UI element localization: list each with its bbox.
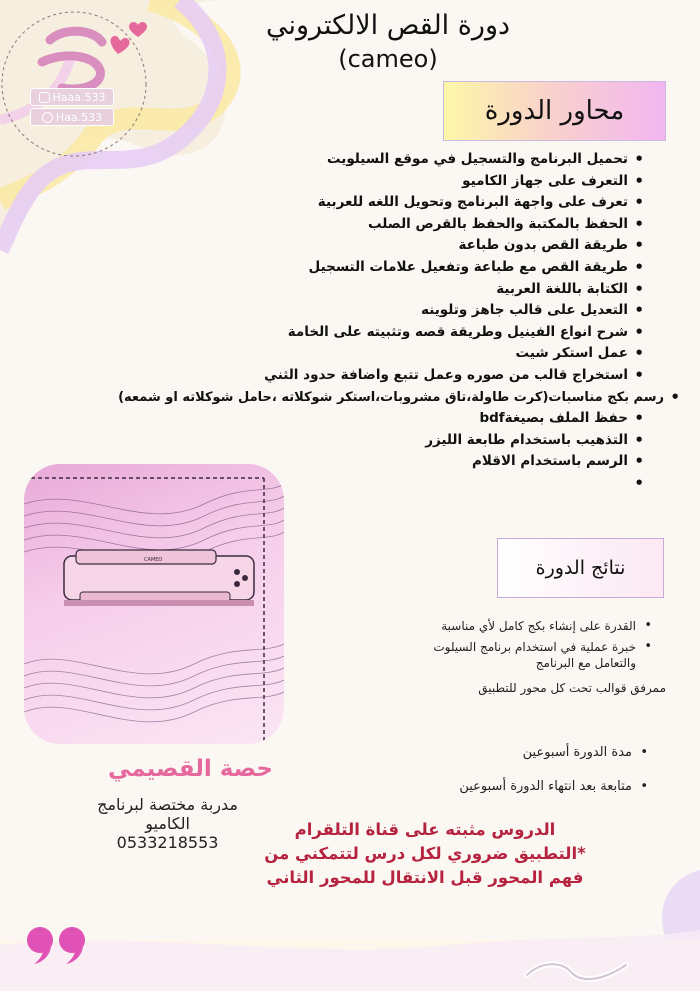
- topics-list: [118, 149, 664, 495]
- quote-icon: [24, 924, 94, 964]
- topics-ul: [118, 149, 664, 495]
- details-list: [459, 744, 648, 796]
- topic-item: • الرسم باستخدام الاقلام: [118, 451, 644, 473]
- course-title-line2: (cameo): [338, 45, 438, 73]
- details-ul: [459, 744, 648, 796]
- trainer-role-line2: الكاميو: [145, 814, 190, 833]
- topic-item: • الكتابة باللغة العربية: [118, 279, 644, 301]
- snapchat-icon: [42, 112, 53, 123]
- topic-item: • رسم بكج مناسبات(كرت طاولة،تاق مشروبات،استكر شوكلاته ،حامل شوكلاته او شمعه): [118, 387, 680, 409]
- topics-heading: محاور الدورة: [443, 81, 666, 141]
- heart-icon: [129, 22, 147, 38]
- notice-line3: فهم المحور قبل الانتقال للمحور الثاني: [266, 868, 584, 887]
- social-handle-1[interactable]: Haaa.533: [30, 88, 114, 106]
- results-heading: نتائج الدورة: [497, 538, 664, 598]
- watermark-logo: [522, 955, 632, 985]
- trainer-phone[interactable]: 0533218553: [116, 833, 219, 852]
- topic-item: • شرح انواع الفينيل وطريقة قصه وتثبيته على الخامة: [118, 322, 644, 344]
- topic-item: • طريقة القص بدون طباعة: [118, 235, 644, 257]
- trainer-name: حصة القصيمي: [107, 756, 273, 782]
- results-item: • خبرة عملية في استخدام برنامج السيلوت والتعامل مع البرنامج: [402, 639, 652, 671]
- notice-line1: الدروس مثبته على قناة التلقرام: [294, 820, 556, 839]
- topic-item: • تحميل البرنامج والتسجيل في موقع السيلويت: [118, 149, 644, 171]
- results-ul: [402, 618, 652, 671]
- topic-item: • استخراج قالب من صوره وعمل تتبع واضافة حدود الثني: [118, 365, 644, 387]
- topic-item: • التذهيب باستخدام طابعة الليزر: [118, 430, 644, 452]
- trainer-role-line1: مدربة مختصة لبرنامج: [97, 795, 238, 814]
- course-title: [266, 8, 510, 74]
- topic-item: • عمل استكر شيت: [118, 343, 644, 365]
- device-label: CAMEO: [144, 557, 163, 563]
- results-item: • القدرة على إنشاء بكج كامل لأي مناسبة: [402, 618, 652, 634]
- details-item: • متابعة بعد انتهاء الدورة أسبوعين: [459, 778, 648, 796]
- instagram-icon: [39, 92, 50, 103]
- social-handle-2[interactable]: Haa.533: [30, 108, 114, 126]
- topic-item: • التعديل على قالب جاهز وتلوينه: [118, 300, 644, 322]
- topic-item: • حفظ الملف بصيغةbdf: [118, 408, 644, 430]
- course-title-line1: دورة القص الالكتروني: [265, 10, 510, 41]
- details-item: • مدة الدورة أسبوعين: [459, 744, 648, 762]
- topic-item: • طريقة القص مع طباعة وتفعيل علامات التسجيل: [118, 257, 644, 279]
- topic-item: • التعرف على جهاز الكاميو: [118, 171, 644, 193]
- topic-item: • تعرف على واجهة البرنامج وتحويل اللغه للعربية: [118, 192, 644, 214]
- topic-item: • الحفظ بالمكتبة والحفظ بالقرص الصلب: [118, 214, 644, 236]
- device-photo: [24, 464, 284, 744]
- cutting-machine-illustration: [24, 464, 284, 744]
- notice-text: [215, 818, 635, 890]
- results-list: [402, 618, 652, 671]
- notice-line2: *التطبيق ضروري لكل درس لتتمكني من: [264, 844, 586, 863]
- results-note: ممرفق قوالب تحت كل محور للتطبيق: [478, 681, 666, 695]
